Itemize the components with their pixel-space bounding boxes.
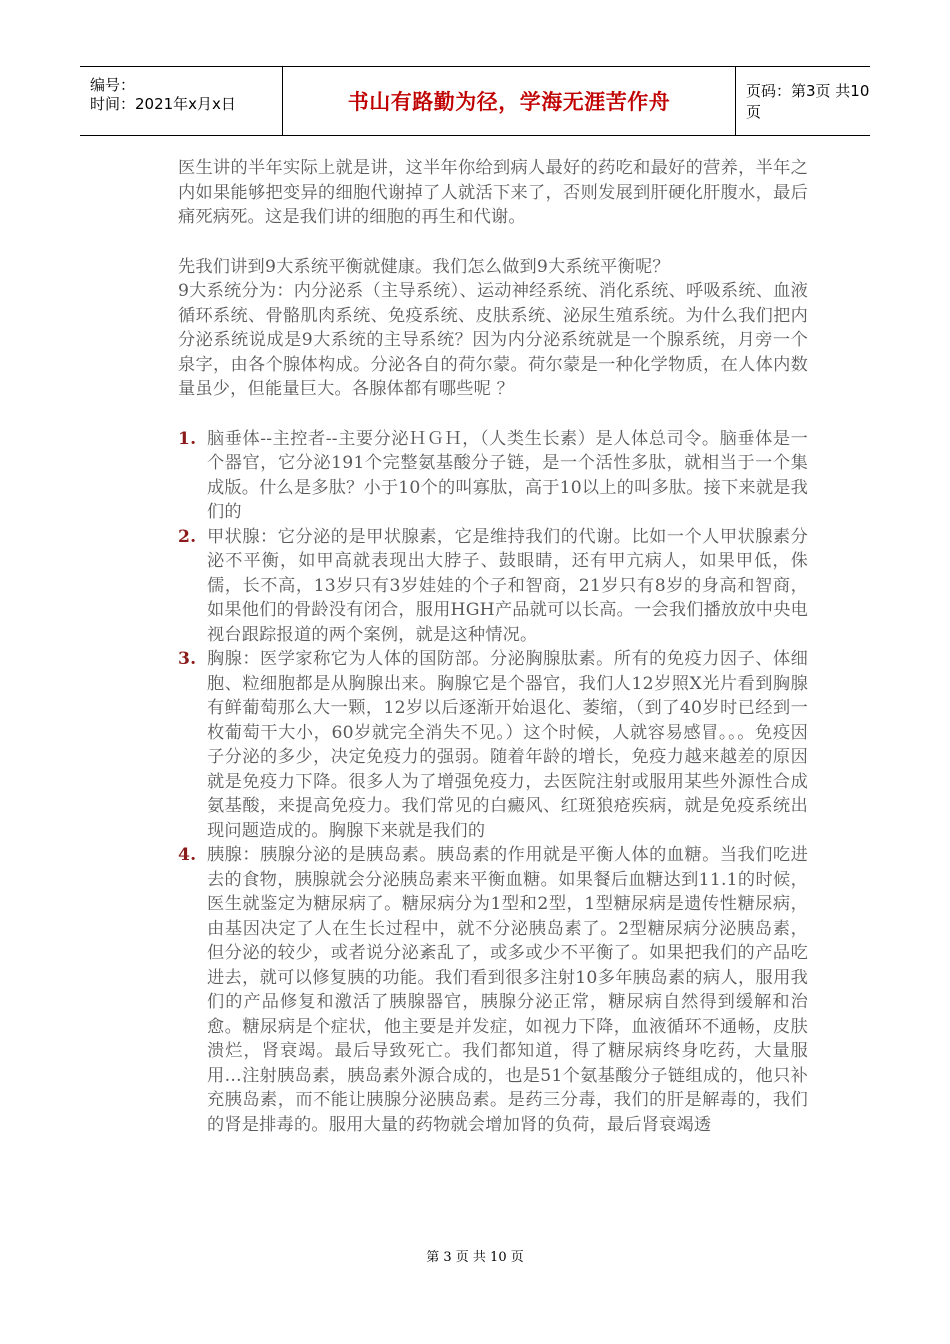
list-item-number: 3. <box>178 649 197 669</box>
list-item-number: 1. <box>178 428 197 449</box>
header-right-cell <box>736 67 870 135</box>
page-footer: 第 3 页 共 10 页 <box>426 1250 524 1265</box>
paragraph-spacer <box>178 402 808 427</box>
list-item-text: 甲状腺：它分泌的是甲状腺素，它是维持我们的代谢。比如一个人甲状腺素分泌不平衡，如甲高就表现出大脖子、鼓眼睛，还有甲亢病人，如果甲低，侏儒，长不高，13岁只有3岁娃娃的个子和智商，21岁只有8岁的身高和智商，如果他们的骨龄没有闭合，服用HGH产品就可以长高。一会我们播放放中央电视台跟踪报道的两个案例，就是这种情况。 <box>207 526 808 645</box>
paragraph-nine-systems-question: 先我们讲到9大系统平衡就健康。我们怎么做到9大系统平衡呢？ <box>178 256 670 277</box>
list-item-pancreas <box>178 843 808 1137</box>
list-item-thymus <box>178 647 808 843</box>
header-motto-cell <box>282 67 736 135</box>
document-body <box>178 156 808 1137</box>
list-item-number: 2. <box>178 526 197 547</box>
paragraph-spacer <box>178 230 808 255</box>
list-item-number: 4. <box>178 845 197 865</box>
page-number-label: 页码：第3页 共10页 <box>746 82 870 121</box>
list-item-text: 胸腺：医学家称它为人体的国防部。分泌胸腺肽素。所有的免疫力因子、体细胞、粒细胞都是从胸腺出来。胸腺它是个器官，我们人12岁照X光片看到胸腺有鲜葡萄那么大一颗，12岁以后逐渐开始退化、萎缩，（到了40岁时已经到一枚葡萄干大小，60岁就完全消失不见。）这个时候，人就容易感冒。。。免疫因子分泌的多少，决定免疫力的强弱。随着年龄的增长，免疫力越来越差的原因就是免疫力下降。很多人为了增强免疫力，去医院注射或服用某些外源性合成氨基酸，来提高免疫力。我们常见的白癜风、红斑狼疮疾病，就是免疫系统出现问题造成的。胸腺下来就是我们的 <box>207 649 808 841</box>
paragraph-cell-regeneration: 医生讲的半年实际上就是讲，这半年你给到病人最好的药吃和最好的营养，半年之内如果能够把变异的细胞代谢掉了人就活下来了，否则发展到肝硬化肝腹水，最后痛死病死。这是我们讲的细胞的再生和代谢。 <box>178 158 808 227</box>
list-item-thyroid <box>178 525 808 648</box>
list-item-pituitary <box>178 427 808 525</box>
list-item-text: 胰腺：胰腺分泌的是胰岛素。胰岛素的作用就是平衡人体的血糖。当我们吃进去的食物，胰腺就会分泌胰岛素来平衡血糖。如果餐后血糖达到11.1的时候，医生就鉴定为糖尿病了。糖尿病分为1型和2型，1型糖尿病是遗传性糖尿病，由基因决定了人在生长过程中，就不分泌胰岛素了。2型糖尿病分泌胰岛素，但分泌的较少，或者说分泌紊乱了，或多或少不平衡了。如果把我们的产品吃进去，就可以修复胰的功能。我们看到很多注射10多年胰岛素的病人，服用我们的产品修复和激活了胰腺器官，胰腺分泌正常，糖尿病自然得到缓解和治愈。糖尿病是个症状，他主要是并发症，如视力下降，血液循环不通畅，皮肤溃烂，肾衰竭。最后导致死亡。我们都知道，得了糖尿病终身吃药，大量服用…注射胰岛素，胰岛素外源合成的，也是51个氨基酸分子链组成的，他只补充胰岛素，而不能让胰腺分泌胰岛素。是药三分毒，我们的肝是解毒的，我们的肾是排毒的。服用大量的药物就会增加肾的负荷，最后肾衰竭透 <box>207 845 808 1135</box>
list-item-text: 脑垂体--主控者--主要分泌ＨＧＨ，（人类生长素）是人体总司令。脑垂体是一个器官，它分泌191个完整氨基酸分子链，是一个活性多肽，就相当于一个集成版。什么是多肽？小于10个的叫寡肽，高于10以上的叫多肽。接下来就是我们的 <box>207 428 808 522</box>
paragraph-nine-systems-list: 9大系统分为：内分泌系（主导系统）、运动神经系统、消化系统、呼吸系统、血液循环系统、骨骼肌肉系统、免疫系统、皮肤系统、泌尿生殖系统。为什么我们把内分泌系统说成是9大系统的主导系统？因为内分泌系统就是一个腺系统，月旁一个泉字，由各个腺体构成。分泌各自的荷尔蒙。荷尔蒙是一种化学物质，在人体内数量虽少，但能量巨大。各腺体都有哪些呢 ？ <box>178 281 808 399</box>
page-header <box>80 66 870 136</box>
serial-number-label: 编号： <box>90 76 136 94</box>
date-label: 时间：2021年x月x日 <box>90 95 236 113</box>
header-left-cell <box>80 67 282 135</box>
header-motto: 书山有路勤为径，学海无涯苦作舟 <box>347 90 671 114</box>
